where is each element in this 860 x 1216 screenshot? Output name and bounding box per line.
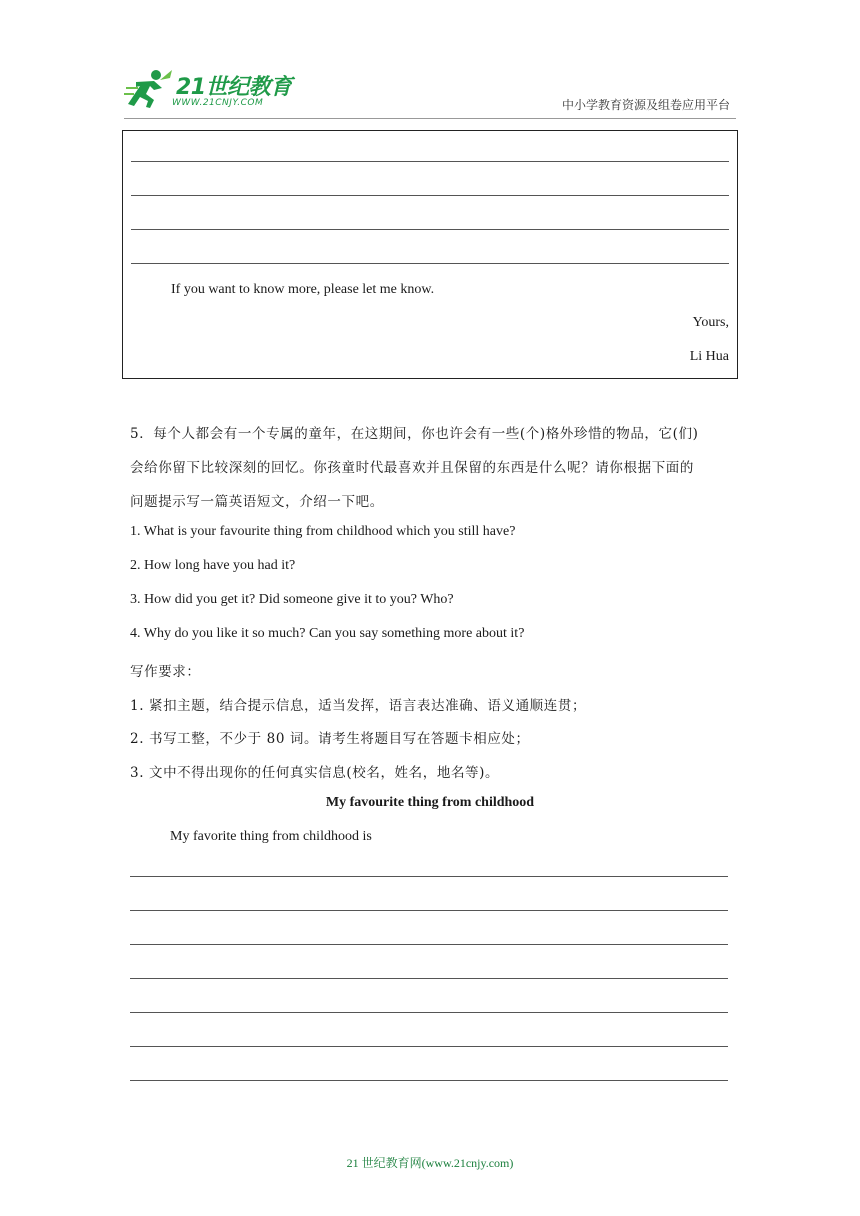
answer-line[interactable] (130, 1012, 728, 1013)
logo-text: 21世纪教育 (176, 75, 292, 100)
letter-answer-box (122, 130, 738, 379)
answer-line[interactable] (130, 1046, 728, 1047)
running-man-logo-icon (124, 68, 174, 112)
question-intro-line: 会给你留下比较深刻的回忆。你孩童时代最喜欢并且保留的东西是什么呢？请你根据下面的 (130, 460, 694, 476)
prompt-item: 4. Why do you like it so much? Can you say something more about it? (130, 626, 525, 641)
prompt-item: 3. How did you get it? Did someone give it to you? Who? (130, 592, 454, 607)
writing-line[interactable] (131, 263, 729, 264)
answer-line[interactable] (130, 944, 728, 945)
prompt-item: 1. What is your favourite thing from childhood which you still have? (130, 524, 516, 539)
letter-closing-line: If you want to know more, please let me know. (171, 282, 435, 297)
requirement-item: 1. 紧扣主题，结合提示信息，适当发挥，语言表达准确、语义通顺连贯； (130, 698, 587, 714)
question-intro-line: 5．每个人都会有一个专属的童年，在这期间，你也许会有一些(个)格外珍惜的物品，它(们) (130, 426, 699, 442)
letter-signature: Li Hua (689, 349, 729, 364)
page-footer: 21 世纪教育网(www.21cnjy.com) (346, 1156, 514, 1170)
writing-line[interactable] (131, 229, 729, 230)
requirements-heading: 写作要求： (130, 664, 201, 680)
answer-line[interactable] (130, 876, 728, 877)
requirement-item: 3. 文中不得出现你的任何真实信息(校名，姓名，地名等)。 (130, 765, 500, 781)
essay-start: My favorite thing from childhood is (170, 829, 372, 844)
site-logo (124, 68, 294, 116)
answer-line[interactable] (130, 910, 728, 911)
page-header (0, 0, 860, 125)
answer-line[interactable] (130, 978, 728, 979)
writing-line[interactable] (131, 195, 729, 196)
requirement-item: 2. 书写工整，不少于 80 词。请考生将题目写在答题卡相应处； (130, 731, 530, 747)
letter-signoff: Yours, (692, 315, 729, 330)
header-divider (124, 118, 736, 119)
header-tagline: 中小学教育资源及组卷应用平台 (561, 98, 730, 112)
essay-title: My favourite thing from childhood (325, 795, 535, 810)
answer-line[interactable] (130, 1080, 728, 1081)
writing-line[interactable] (131, 161, 729, 162)
question-intro-line: 问题提示写一篇英语短文，介绍一下吧。 (130, 494, 384, 510)
prompt-item: 2. How long have you had it? (130, 558, 296, 573)
logo-url: WWW.21CNJY.COM (172, 98, 264, 108)
